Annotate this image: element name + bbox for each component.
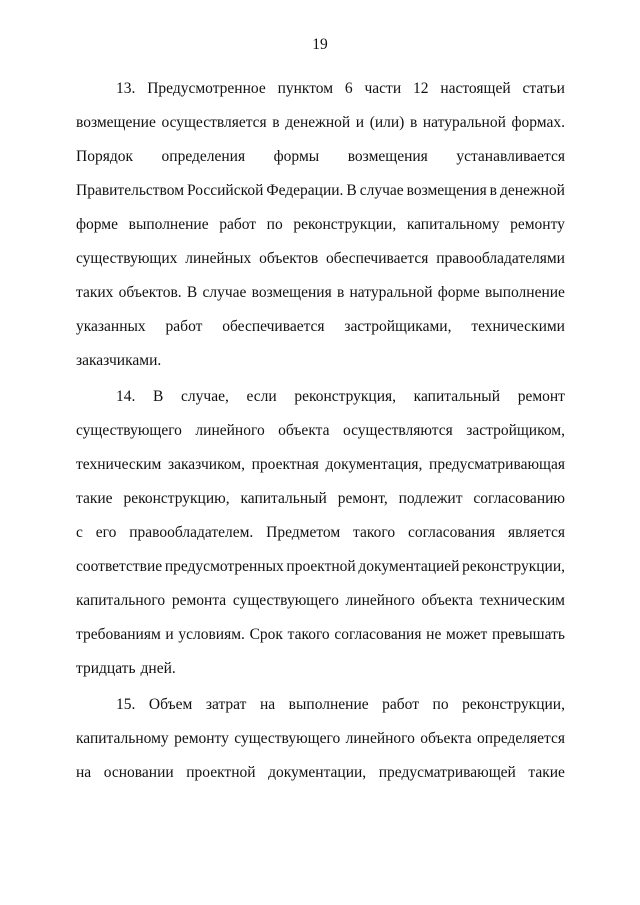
word: возмещения — [406, 182, 487, 199]
paragraph-14-line-5 — [76, 522, 565, 544]
word: согласования — [334, 626, 422, 643]
word: такие — [528, 764, 565, 781]
word: правообладателем. — [129, 524, 254, 541]
word: Предусмотренное — [147, 80, 266, 97]
word: формах. — [511, 114, 565, 131]
word: объектов — [259, 250, 319, 267]
paragraph-14-line-2 — [76, 420, 565, 442]
word: техническим — [479, 592, 565, 609]
word: форме — [76, 216, 118, 233]
word: капитальный — [413, 388, 501, 405]
word: случае, — [181, 388, 229, 405]
word: работ — [382, 696, 419, 713]
word: существующего — [232, 592, 339, 609]
word: капитального — [76, 592, 166, 609]
word: дней. — [140, 660, 176, 677]
word: правообладателями — [436, 250, 565, 267]
word: такого — [287, 626, 330, 643]
word: возмещения — [251, 284, 332, 301]
word: реконструкция, — [294, 388, 397, 405]
word: может — [446, 626, 488, 643]
word: является — [508, 524, 565, 541]
word: определения — [161, 148, 246, 165]
word: в — [409, 114, 418, 131]
word: Правительством — [76, 182, 185, 199]
paragraph-13-line-8 — [76, 316, 565, 338]
word: и — [355, 114, 365, 131]
word: требованиям — [76, 626, 161, 643]
word: техническим — [76, 456, 162, 473]
word: предусматривающей — [378, 764, 516, 781]
paragraph-14-line-7 — [76, 590, 565, 612]
word: части — [364, 80, 402, 97]
word: 13. — [116, 80, 136, 97]
word: линейного — [195, 422, 265, 439]
word: линейных — [185, 250, 252, 267]
word: на — [76, 764, 92, 781]
word: возмещение — [76, 114, 156, 131]
word: не — [426, 626, 442, 643]
word: техническими — [471, 318, 565, 335]
word: капитальному — [406, 216, 500, 233]
word: заказчиком, — [168, 456, 245, 473]
word: (или) — [369, 114, 405, 131]
word: формы — [273, 148, 320, 165]
paragraph-13-line-2 — [76, 112, 565, 134]
word: определяется — [477, 730, 565, 747]
paragraph-14-line-3 — [76, 454, 565, 476]
word: 12 — [412, 80, 429, 97]
word: проектной — [286, 558, 356, 575]
word: объекта — [421, 592, 473, 609]
word: такого — [353, 524, 396, 541]
word: реконструкцию, — [123, 490, 230, 507]
word: случае — [202, 284, 247, 301]
paragraph-14-line-8 — [76, 624, 565, 646]
word: реконструкции, — [293, 216, 397, 233]
word: проектной — [186, 764, 256, 781]
word: в — [272, 114, 280, 131]
word: выполнение — [484, 284, 565, 301]
word: согласования — [407, 524, 496, 541]
word: предусматривающая — [429, 456, 565, 473]
word: 14. — [116, 388, 136, 405]
word: В — [346, 182, 357, 199]
word: объекта — [278, 422, 330, 439]
word: объектов. — [118, 284, 182, 301]
word: существующего — [234, 730, 341, 747]
word: выполнение — [288, 696, 369, 713]
word: в — [336, 284, 345, 301]
word: реконструкции, — [462, 558, 565, 575]
word: по — [266, 216, 283, 233]
word: обеспечивается — [326, 250, 429, 267]
paragraph-13-line-3 — [76, 146, 565, 168]
word: Российской — [187, 182, 264, 199]
paragraph-15-line-2 — [76, 728, 565, 750]
word: форме — [437, 284, 480, 301]
word: линейного — [345, 730, 415, 747]
word: натуральной — [422, 114, 506, 131]
word: случае — [359, 182, 404, 199]
paragraph-15-line-3 — [76, 762, 565, 784]
word: на — [259, 696, 276, 713]
word: заказчиками. — [76, 352, 162, 369]
word: осуществляется — [161, 114, 267, 131]
paragraph-13-line-1 — [116, 78, 565, 100]
word: подлежит — [398, 490, 463, 507]
paragraph-14-line-1 — [116, 386, 565, 408]
page-number: 19 — [312, 36, 328, 53]
word: застройщиками, — [344, 318, 452, 335]
word: 6 — [344, 80, 353, 97]
word: застройщиком, — [466, 422, 565, 439]
word: с — [76, 524, 83, 541]
word: существующего — [76, 422, 182, 439]
paragraph-15-line-1 — [116, 694, 565, 716]
word: такие — [76, 490, 113, 507]
word: капитальный — [240, 490, 327, 507]
word: 15. — [116, 696, 136, 713]
paragraph-13-line-9 — [76, 350, 565, 372]
word: таких — [76, 284, 114, 301]
word: В — [153, 388, 164, 405]
word: денежной — [285, 114, 351, 131]
word: работ — [219, 216, 257, 233]
word: устанавливается — [456, 148, 565, 165]
word: ремонта — [171, 592, 227, 609]
word: денежной — [499, 182, 565, 199]
word: документация, — [325, 456, 423, 473]
word: его — [95, 524, 117, 541]
word: если — [246, 388, 277, 405]
word: В — [186, 284, 198, 301]
word: Срок — [249, 626, 283, 643]
word: Объем — [148, 696, 193, 713]
word: и — [165, 626, 174, 643]
word: указанных — [76, 318, 146, 335]
word: документации, — [268, 764, 367, 781]
word: проектная — [251, 456, 319, 473]
word: ремонту — [510, 216, 565, 233]
word: выполнение — [128, 216, 209, 233]
word: ремонт, — [337, 490, 388, 507]
word: существующих — [76, 250, 178, 267]
word: затрат — [205, 696, 247, 713]
word: статьи — [522, 80, 565, 97]
paragraph-13-line-4 — [76, 180, 565, 202]
word: обеспечивается — [222, 318, 325, 335]
paragraph-13-line-5 — [76, 214, 565, 236]
word: Предметом — [266, 524, 341, 541]
word: ремонту — [174, 730, 229, 747]
word: осуществляются — [342, 422, 453, 439]
word: ремонт — [517, 388, 565, 405]
paragraph-13-line-7 — [76, 282, 565, 304]
word: превышать — [492, 626, 565, 643]
word: согласованию — [473, 490, 565, 507]
word: объекта — [420, 730, 472, 747]
word: Федерации. — [266, 182, 344, 199]
word: условиям. — [178, 626, 245, 643]
word: по — [432, 696, 449, 713]
word: работ — [165, 318, 203, 335]
word: документацией — [358, 558, 460, 575]
word: натуральной — [349, 284, 433, 301]
word: настоящей — [440, 80, 511, 97]
word: тридцать — [76, 660, 136, 677]
word: пунктом — [277, 80, 334, 97]
word: Порядок — [76, 148, 133, 165]
word: основании — [103, 764, 174, 781]
paragraph-13-line-6 — [76, 248, 565, 270]
word: капитальному — [76, 730, 169, 747]
paragraph-14-line-9 — [76, 658, 565, 680]
word: реконструкции, — [462, 696, 565, 713]
word: возмещения — [347, 148, 428, 165]
word: линейного — [345, 592, 415, 609]
paragraph-14-line-6 — [76, 556, 565, 578]
paragraph-14-line-4 — [76, 488, 565, 510]
word: соответствие — [76, 558, 163, 575]
word: в — [489, 182, 497, 199]
word: предусмотренных — [164, 558, 284, 575]
